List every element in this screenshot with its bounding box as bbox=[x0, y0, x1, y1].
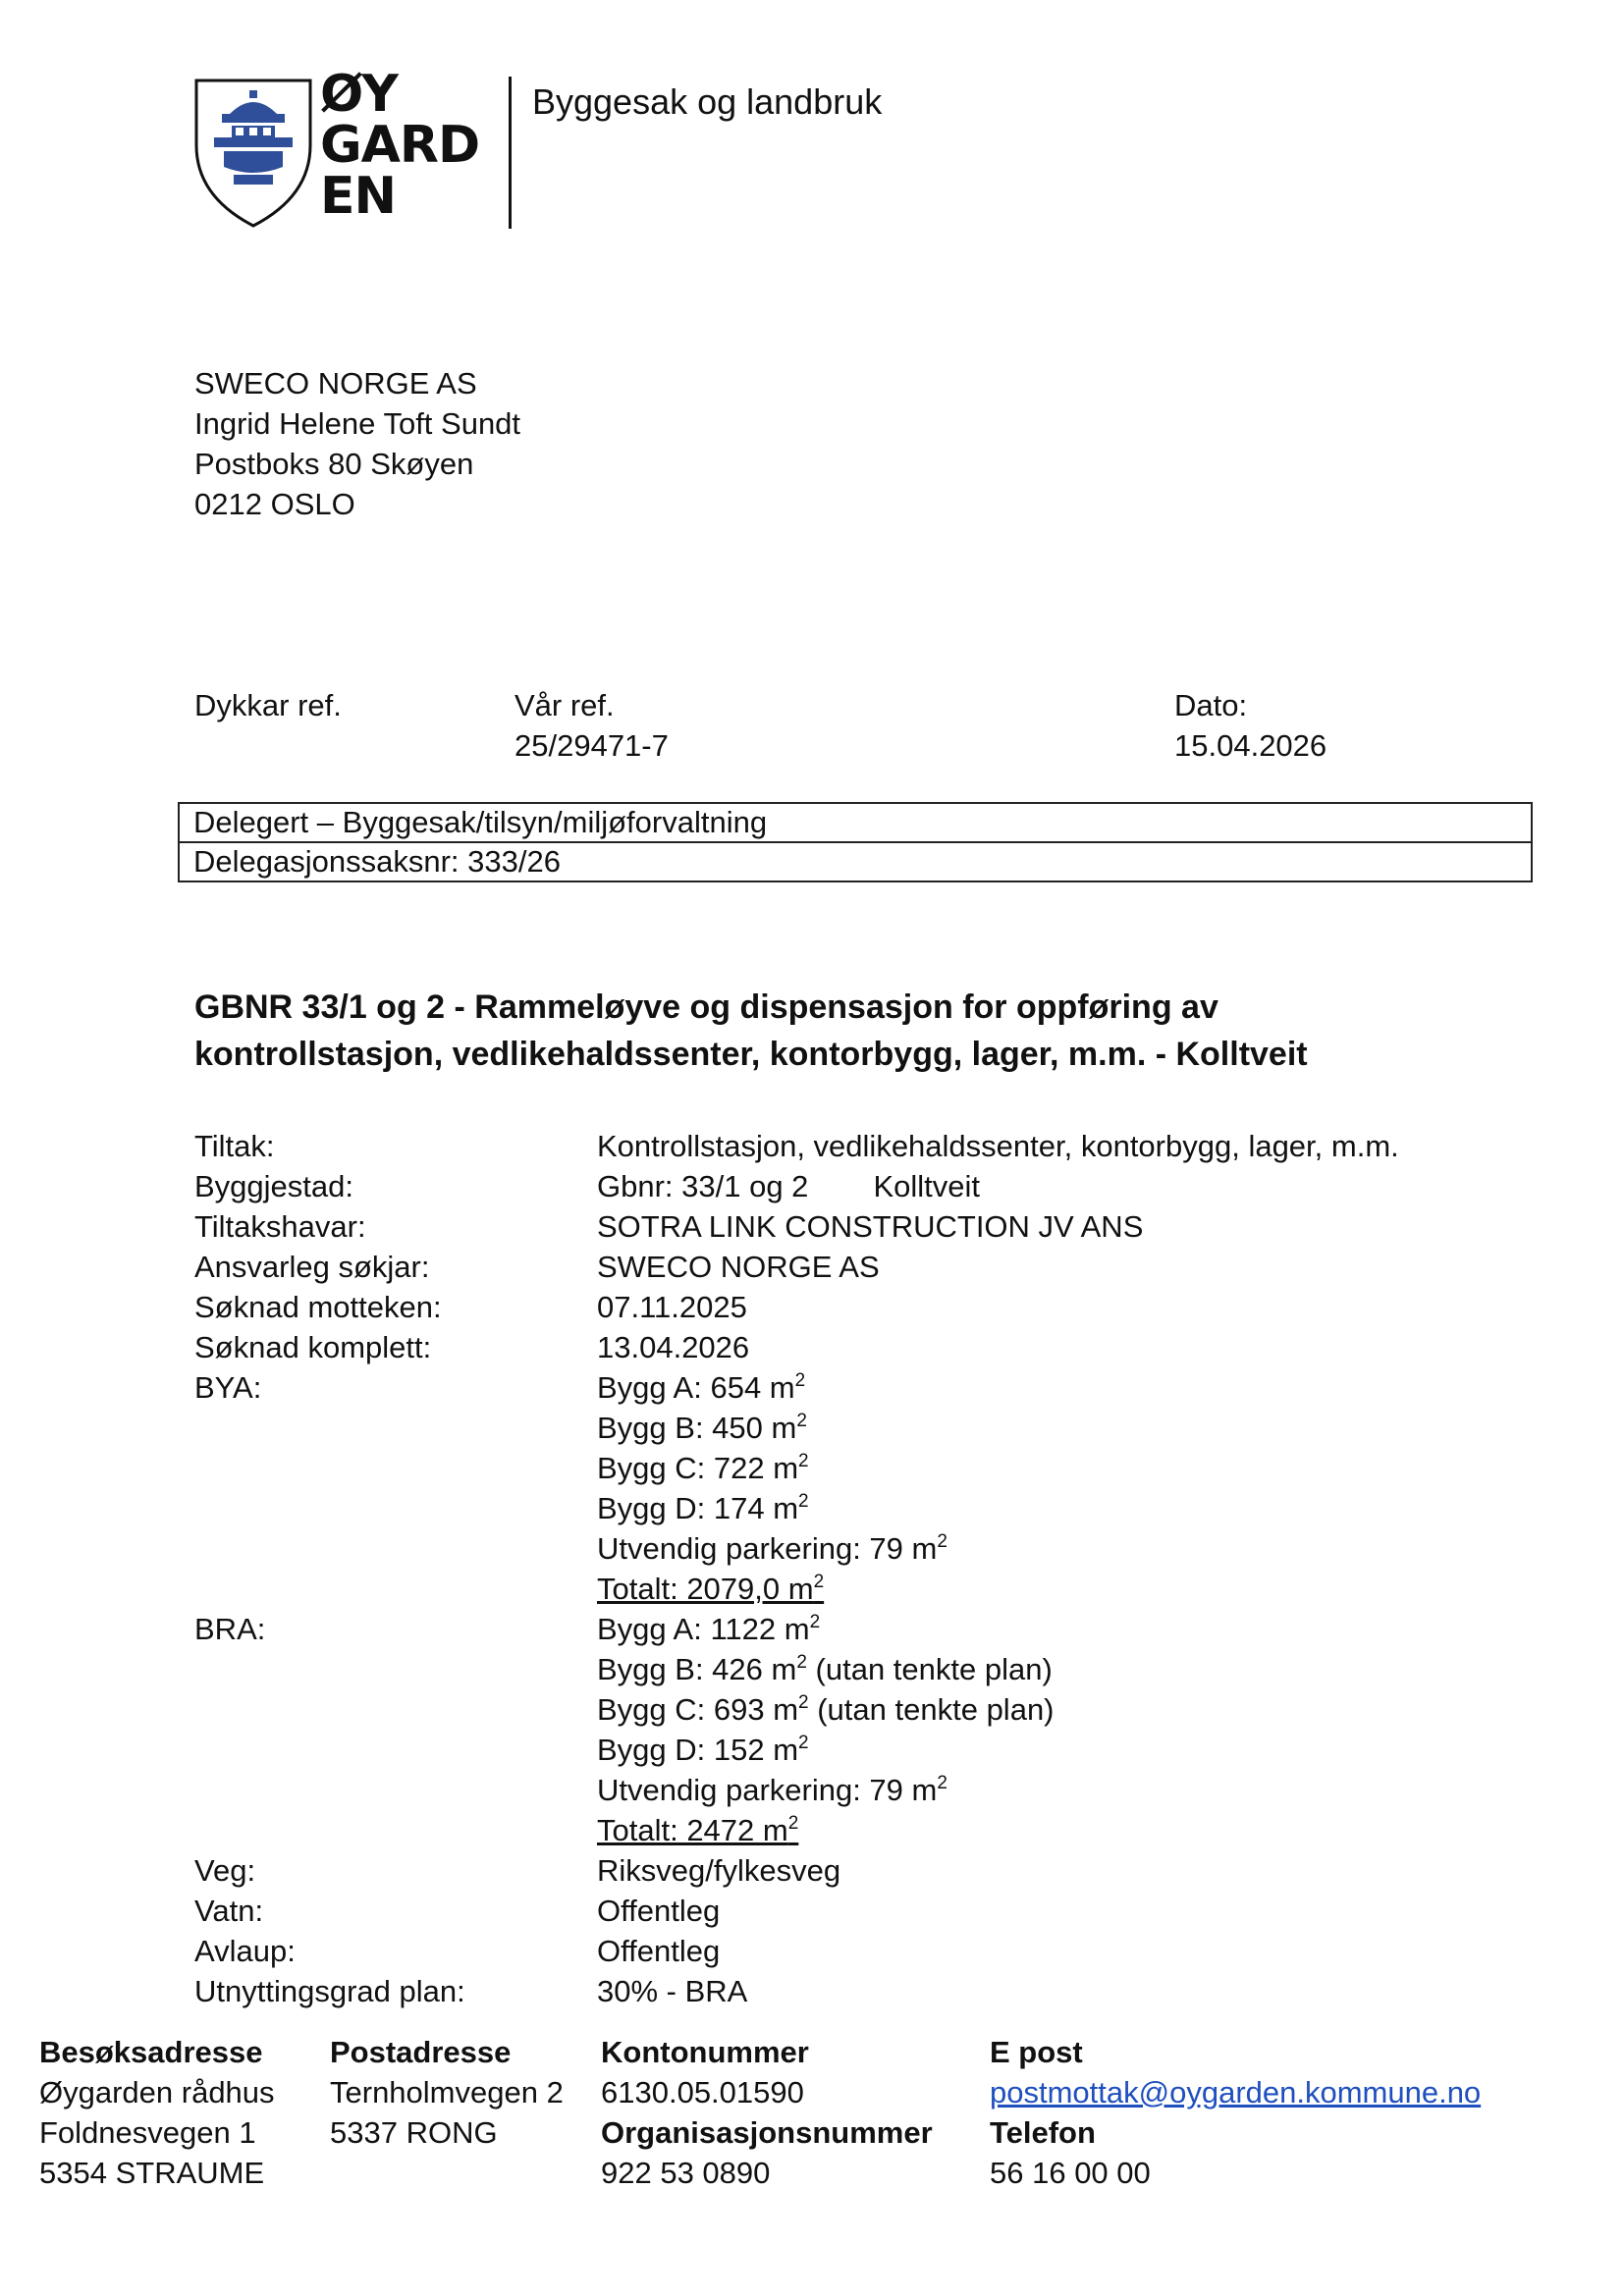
delegation-row: Delegasjonssaksnr: 333/26 bbox=[179, 842, 1532, 881]
info-label: Veg: bbox=[194, 1853, 256, 1888]
footer-heading: Telefon bbox=[990, 2115, 1096, 2150]
case-info bbox=[194, 1126, 1471, 2011]
info-label: Tiltakshavar: bbox=[194, 1209, 366, 1244]
footer-line: 6130.05.01590 bbox=[601, 2075, 804, 2109]
footer-line: Ternholmvegen 2 bbox=[330, 2075, 564, 2109]
ref-dykkar-label: Dykkar ref. bbox=[194, 688, 342, 722]
recipient-line: Ingrid Helene Toft Sundt bbox=[194, 406, 521, 441]
info-row-komplett bbox=[194, 1327, 1471, 1367]
bya-item: Bygg B: 450 $m^2$ bbox=[597, 1411, 807, 1445]
document-title bbox=[194, 984, 1471, 1078]
logo-line: EN bbox=[320, 167, 397, 226]
info-label: Vatn: bbox=[194, 1894, 264, 1928]
ref-dykkar bbox=[194, 685, 342, 725]
footer-line: Øygarden rådhus bbox=[39, 2075, 275, 2109]
info-label: Tiltak: bbox=[194, 1129, 275, 1163]
ref-dato bbox=[1174, 685, 1326, 766]
bya-item: Bygg D: 174 $m^2$ bbox=[597, 1491, 809, 1525]
place-value: Kolltveit bbox=[873, 1169, 980, 1203]
footer-heading: Kontonummer bbox=[601, 2035, 809, 2069]
recipient-address bbox=[194, 363, 520, 524]
footer-heading: Organisasjonsnummer bbox=[601, 2115, 933, 2150]
info-row-bra bbox=[194, 1609, 1471, 1850]
footer-line: 5354 STRAUME bbox=[39, 2156, 265, 2190]
footer-account bbox=[601, 2032, 933, 2193]
footer-contact bbox=[990, 2032, 1481, 2193]
info-label: Utnyttingsgrad plan: bbox=[194, 1974, 465, 2008]
info-label: BRA: bbox=[194, 1612, 266, 1646]
footer-line: 56 16 00 00 bbox=[990, 2156, 1151, 2190]
bya-item: Bygg C: 722 $m^2$ bbox=[597, 1451, 809, 1485]
bya-item: Bygg A: 654 $m^2$ bbox=[597, 1370, 806, 1405]
department-name: Byggesak og landbruk bbox=[532, 81, 883, 122]
ref-var-label: Vår ref. bbox=[514, 688, 615, 722]
bya-values bbox=[597, 1367, 947, 1609]
info-row-tiltakshavar bbox=[194, 1206, 1471, 1247]
info-value: 13.04.2026 bbox=[597, 1330, 750, 1364]
footer-postal-address bbox=[330, 2032, 564, 2153]
info-value: Offentleg bbox=[597, 1934, 721, 1968]
recipient-line: 0212 OSLO bbox=[194, 487, 355, 521]
info-value: Offentleg bbox=[597, 1894, 721, 1928]
info-value: Riksveg/fylkesveg bbox=[597, 1853, 841, 1888]
delegation-table bbox=[178, 802, 1533, 882]
logo-line: ØY bbox=[320, 65, 398, 124]
bra-item: Bygg B: 426 $m^2$ (utan tenkte plan) bbox=[597, 1652, 1053, 1686]
footer-line: Foldnesvegen 1 bbox=[39, 2115, 256, 2150]
info-label: Avlaup: bbox=[194, 1934, 296, 1968]
ref-dato-value: 15.04.2026 bbox=[1174, 728, 1327, 763]
gbnr-value: Gbnr: 33/1 og 2 bbox=[597, 1169, 809, 1203]
logo-line: GARD bbox=[320, 116, 480, 175]
logo-wordmark bbox=[320, 65, 480, 226]
email-link[interactable]: postmottak@oygarden.kommune.no bbox=[990, 2075, 1482, 2109]
info-value bbox=[597, 1166, 980, 1206]
footer-line: 922 53 0890 bbox=[601, 2156, 771, 2190]
info-value: Kontrollstasjon, vedlikehaldssenter, kontorbygg, lager, m.m. bbox=[597, 1129, 1399, 1163]
info-row-motteken bbox=[194, 1287, 1471, 1327]
ref-dato-label: Dato: bbox=[1174, 688, 1248, 722]
info-row-ansvarleg bbox=[194, 1247, 1471, 1287]
footer-heading: E post bbox=[990, 2035, 1083, 2069]
info-label: Byggjestad: bbox=[194, 1169, 353, 1203]
bra-total: Totalt: 2472 $m^2$ bbox=[597, 1813, 799, 1847]
info-row-utnytting bbox=[194, 1971, 1471, 2011]
ref-var-value: 25/29471-7 bbox=[514, 728, 669, 763]
bra-item: Utvendig parkering: 79 $m^2$ bbox=[597, 1773, 947, 1807]
info-label: Søknad motteken: bbox=[194, 1290, 442, 1324]
info-label: BYA: bbox=[194, 1370, 262, 1405]
info-label: Søknad komplett: bbox=[194, 1330, 432, 1364]
info-row-vatn bbox=[194, 1891, 1471, 1931]
footer-heading: Postadresse bbox=[330, 2035, 512, 2069]
bra-values bbox=[597, 1609, 1055, 1850]
bya-total: Totalt: 2079,0 $m^2$ bbox=[597, 1572, 825, 1606]
oygarden-logo-icon bbox=[192, 77, 314, 230]
info-value: SOTRA LINK CONSTRUCTION JV ANS bbox=[597, 1209, 1144, 1244]
footer-visit-address bbox=[39, 2032, 275, 2193]
info-row-avlaup bbox=[194, 1931, 1471, 1971]
footer-line: 5337 RONG bbox=[330, 2115, 498, 2150]
bra-item: Bygg A: 1122 $m^2$ bbox=[597, 1612, 821, 1646]
recipient-line: Postboks 80 Skøyen bbox=[194, 447, 474, 481]
delegation-row: Delegert – Byggesak/tilsyn/miljøforvaltning bbox=[179, 803, 1532, 842]
info-row-bya bbox=[194, 1367, 1471, 1609]
info-row-veg bbox=[194, 1850, 1471, 1891]
bra-item: Bygg D: 152 $m^2$ bbox=[597, 1733, 809, 1767]
info-value: 30% - BRA bbox=[597, 1974, 748, 2008]
bya-item: Utvendig parkering: 79 $m^2$ bbox=[597, 1531, 947, 1566]
footer-heading: Besøksadresse bbox=[39, 2035, 263, 2069]
ref-var bbox=[514, 685, 669, 766]
recipient-line: SWECO NORGE AS bbox=[194, 366, 477, 400]
info-value: 07.11.2025 bbox=[597, 1290, 747, 1324]
info-value: SWECO NORGE AS bbox=[597, 1250, 880, 1284]
title-line: GBNR 33/1 og 2 - Rammeløyve og dispensasjon for oppføring av bbox=[194, 988, 1218, 1026]
header-divider bbox=[509, 77, 512, 229]
title-line: kontrollstasjon, vedlikehaldssenter, kontorbygg, lager, m.m. - Kolltveit bbox=[194, 1036, 1308, 1073]
info-row-byggjestad bbox=[194, 1166, 1471, 1206]
info-label: Ansvarleg søkjar: bbox=[194, 1250, 430, 1284]
bra-item: Bygg C: 693 $m^2$ (utan tenkte plan) bbox=[597, 1692, 1055, 1727]
info-row-tiltak bbox=[194, 1126, 1471, 1166]
